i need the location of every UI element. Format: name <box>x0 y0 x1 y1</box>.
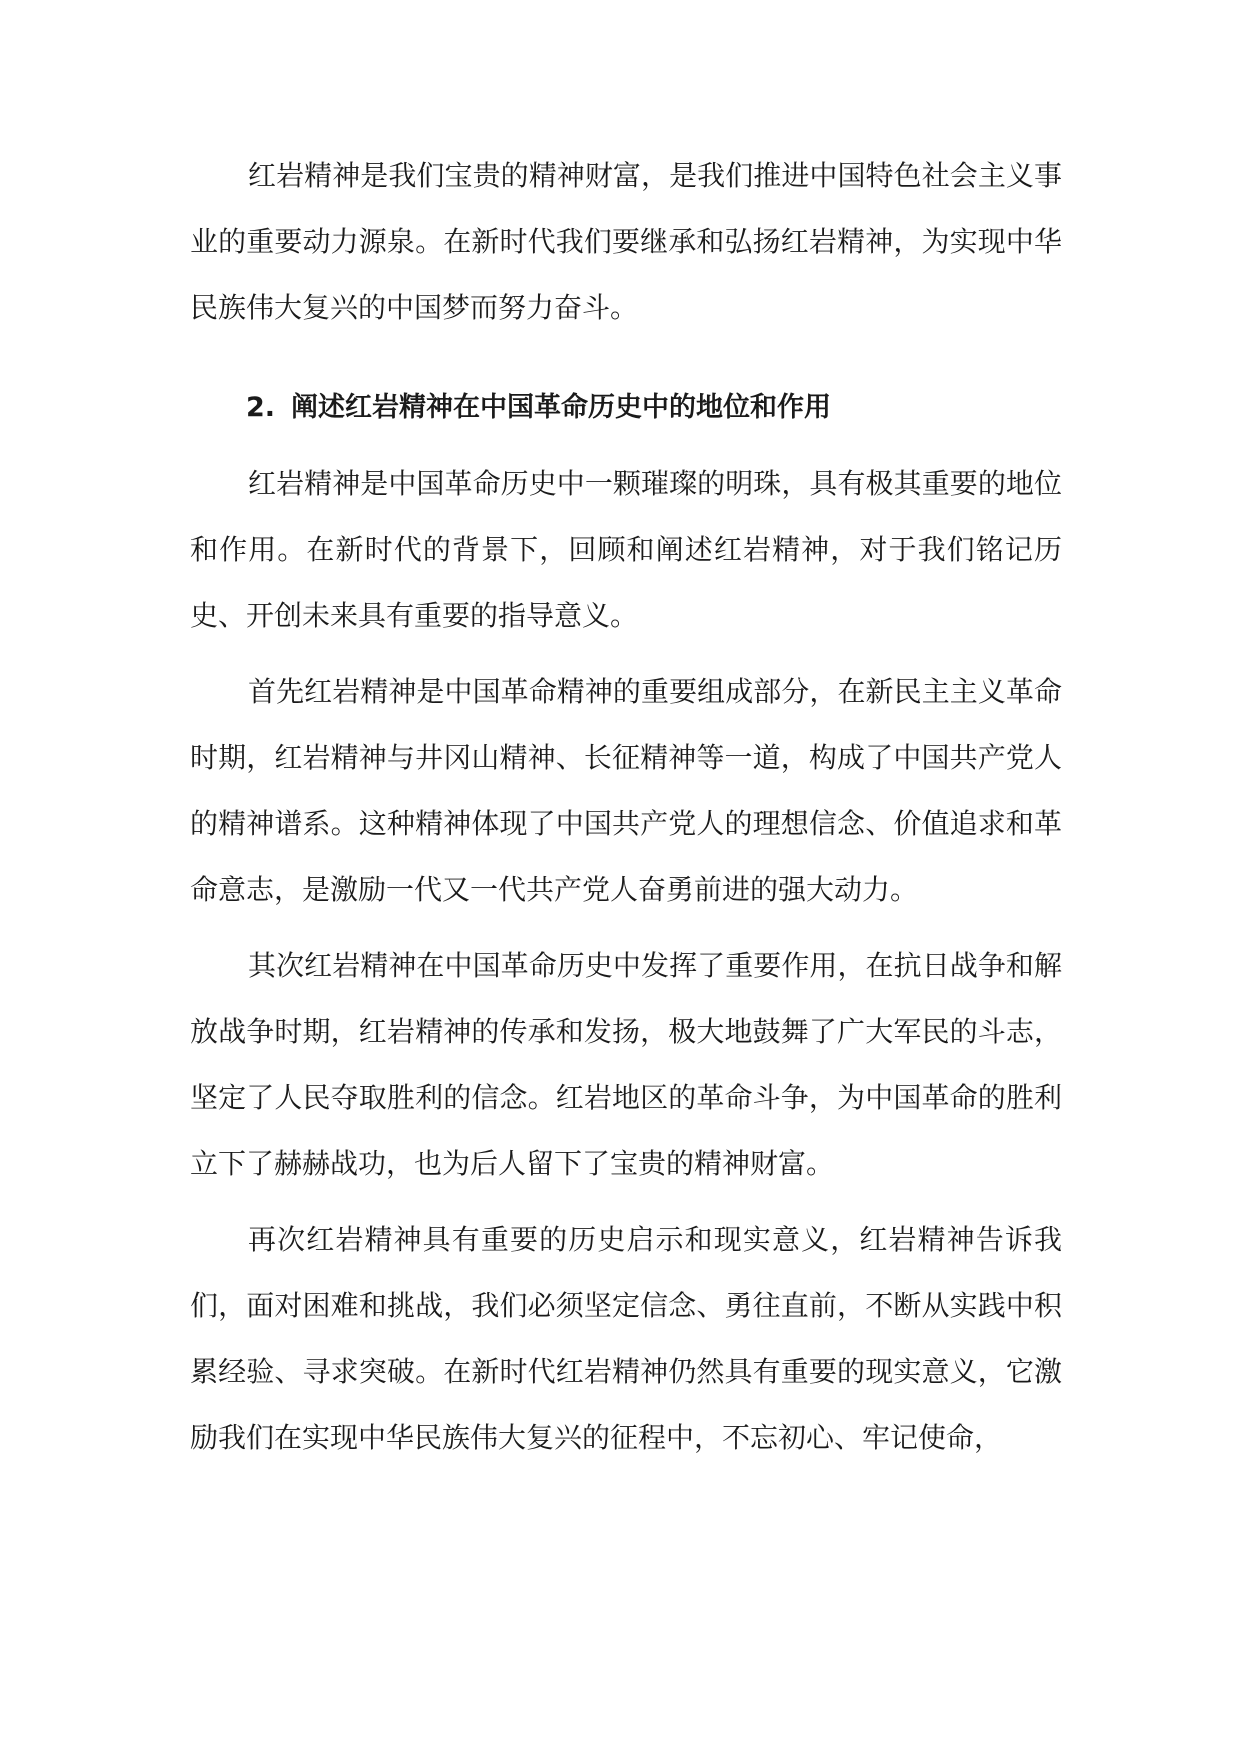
paragraph: 首先红岩精神是中国革命精神的重要组成部分，在新民主主义革命时期，红岩精神与井冈山精神、长征精神等一道，构成了中国共产党人的精神谱系。这种精神体现了中国共产党人的理想信念、价值追求和革命意志，是激励一代又一代共产党人奋勇前进的强大动力。 <box>190 675 1062 906</box>
section-number: 2. <box>246 392 276 423</box>
paragraph: 其次红岩精神在中国革命历史中发挥了重要作用，在抗日战争和解放战争时期，红岩精神的传承和发扬，极大地鼓舞了广大军民的斗志，坚定了人民夺取胜利的信念。红岩地区的革命斗争，为中国革命的胜利立下了赫赫战功，也为后人留下了宝贵的精神财富。 <box>190 949 1062 1180</box>
paragraph: 再次红岩精神具有重要的历史启示和现实意义，红岩精神告诉我们，面对困难和挑战，我们必须坚定信念、勇往直前，不断从实践中积累经验、寻求突破。在新时代红岩精神仍然具有重要的现实意义，它激励我们在实现中华民族伟大复兴的征程中，不忘初心、牢记使命， <box>190 1223 1062 1454</box>
section-title: 阐述红岩精神在中国革命历史中的地位和作用 <box>291 392 832 423</box>
paragraph: 红岩精神是中国革命历史中一颗璀璨的明珠，具有极其重要的地位和作用。在新时代的背景下，回顾和阐述红岩精神，对于我们铭记历史、开创未来具有重要的指导意义。 <box>190 467 1062 632</box>
section-heading <box>190 375 1062 441</box>
document-body <box>190 143 1062 1471</box>
paragraph-intro: 红岩精神是我们宝贵的精神财富，是我们推进中国特色社会主义事业的重要动力源泉。在新时代我们要继承和弘扬红岩精神，为实现中华民族伟大复兴的中国梦而努力奋斗。 <box>190 159 1062 324</box>
